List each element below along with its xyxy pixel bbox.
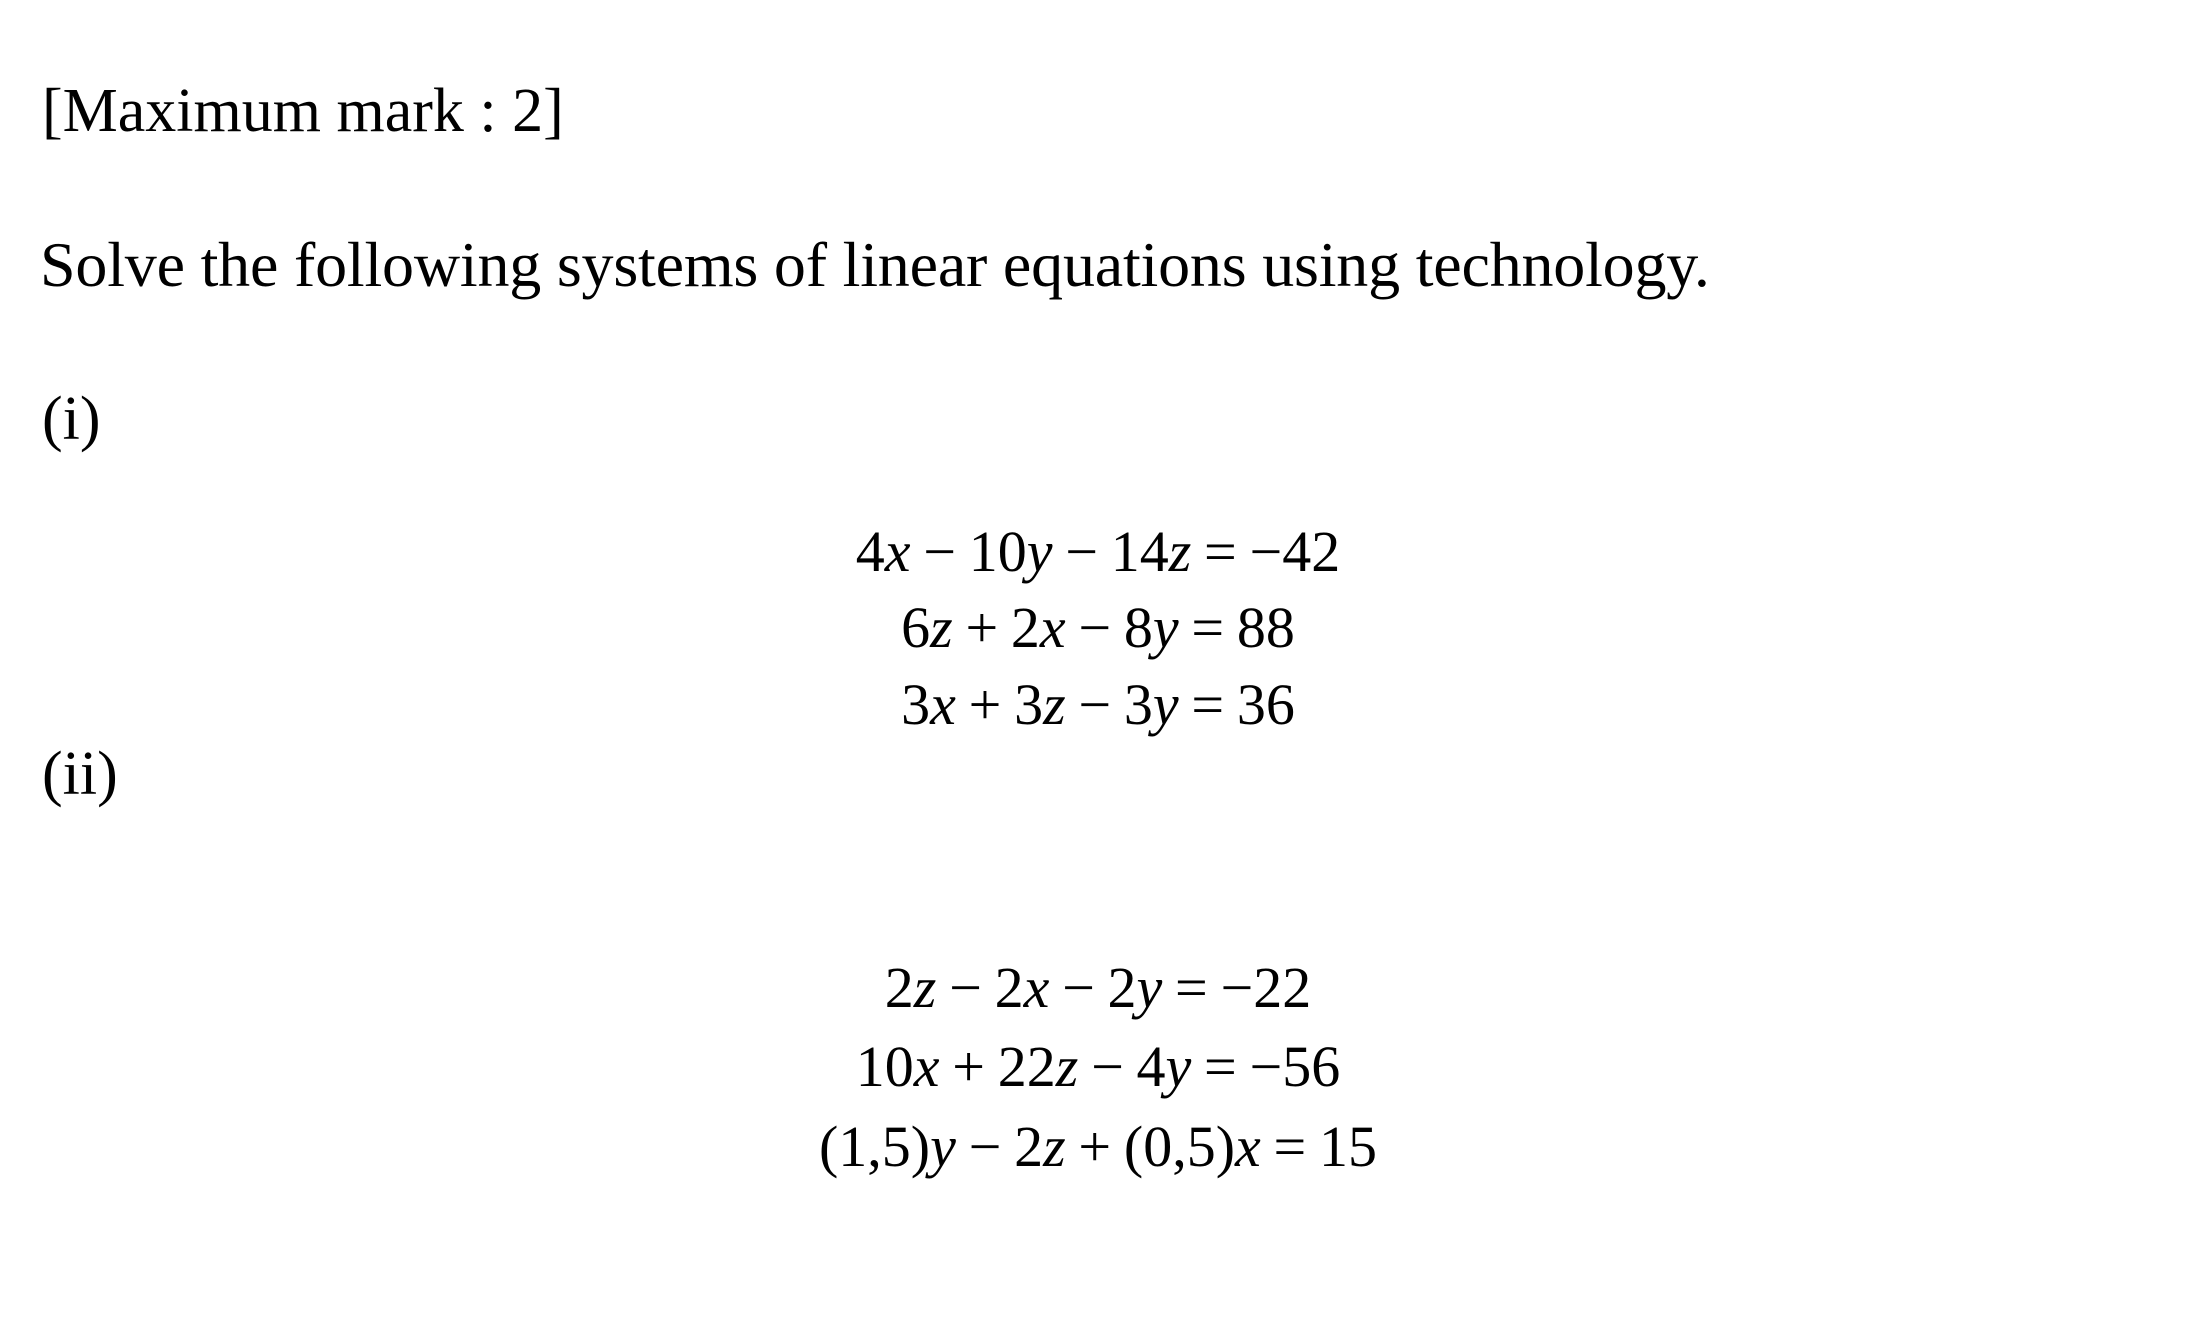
operator: − — [968, 1114, 1002, 1179]
term: 14z — [1110, 519, 1192, 584]
maximum-mark-label: [Maximum mark : 2] — [42, 77, 564, 145]
part-ii-label: (ii) — [42, 740, 118, 808]
variable: z — [1043, 1114, 1066, 1179]
operator: + — [1078, 1114, 1112, 1179]
term: 10x — [855, 1034, 940, 1099]
variable: x — [1023, 955, 1050, 1020]
term: 15 — [1319, 1114, 1378, 1179]
term: 2x — [1010, 595, 1066, 660]
variable: x — [1235, 1114, 1261, 1179]
part-i-equation-3 — [901, 672, 1295, 737]
variable: y — [1026, 519, 1053, 584]
variable: z — [1055, 1034, 1079, 1099]
operator: − — [1091, 1034, 1124, 1099]
term: 10y — [968, 519, 1053, 584]
operator: = — [1175, 955, 1208, 1020]
part-ii-equation-1 — [884, 955, 1312, 1020]
operator: − — [1078, 595, 1112, 660]
term: −42 — [1249, 519, 1341, 584]
operator: = — [1204, 519, 1237, 584]
variable: z — [1043, 672, 1066, 737]
term: −56 — [1249, 1034, 1341, 1099]
variable: x — [913, 1034, 940, 1099]
operator: = — [1191, 672, 1225, 737]
term: 2z — [884, 955, 937, 1020]
variable: x — [884, 519, 911, 584]
part-ii-equation-2 — [855, 1034, 1341, 1099]
term: (0,5)x — [1123, 1114, 1261, 1179]
variable: y — [930, 1114, 956, 1179]
question-instruction: Solve the following systems of linear equations using technology. — [40, 229, 1710, 300]
variable: z — [913, 955, 937, 1020]
variable: y — [1152, 595, 1179, 660]
term: 2x — [994, 955, 1050, 1020]
operator: − — [1062, 955, 1095, 1020]
term: 88 — [1236, 595, 1295, 660]
term: 22z — [997, 1034, 1079, 1099]
term: (1,5)y — [818, 1114, 956, 1179]
operator: + — [968, 672, 1002, 737]
term: 36 — [1236, 672, 1295, 737]
operator: − — [923, 519, 956, 584]
part-i-equation-1 — [855, 519, 1341, 584]
operator: − — [1078, 672, 1112, 737]
operator: + — [965, 595, 999, 660]
operator: = — [1273, 1114, 1307, 1179]
operator: = — [1191, 595, 1225, 660]
variable: y — [1136, 955, 1163, 1020]
variable: x — [1039, 595, 1066, 660]
term: 2y — [1107, 955, 1163, 1020]
part-ii-equation-3 — [818, 1114, 1378, 1179]
variable: z — [1168, 519, 1192, 584]
term: 6z — [901, 595, 953, 660]
term: 2z — [1014, 1114, 1066, 1179]
term: 3y — [1123, 672, 1179, 737]
term: 4y — [1136, 1034, 1192, 1099]
part-i-label: (i) — [42, 385, 101, 453]
variable: y — [1165, 1034, 1192, 1099]
term: −22 — [1220, 955, 1312, 1020]
operator: = — [1204, 1034, 1237, 1099]
variable: x — [930, 672, 956, 737]
operator: + — [952, 1034, 985, 1099]
term: 3x — [901, 672, 956, 737]
term: 8y — [1123, 595, 1179, 660]
term: 3z — [1014, 672, 1066, 737]
variable: z — [930, 595, 953, 660]
term: 4x — [855, 519, 911, 584]
operator: − — [1065, 519, 1098, 584]
operator: − — [949, 955, 982, 1020]
variable: y — [1152, 672, 1179, 737]
part-i-equation-2 — [901, 595, 1295, 660]
